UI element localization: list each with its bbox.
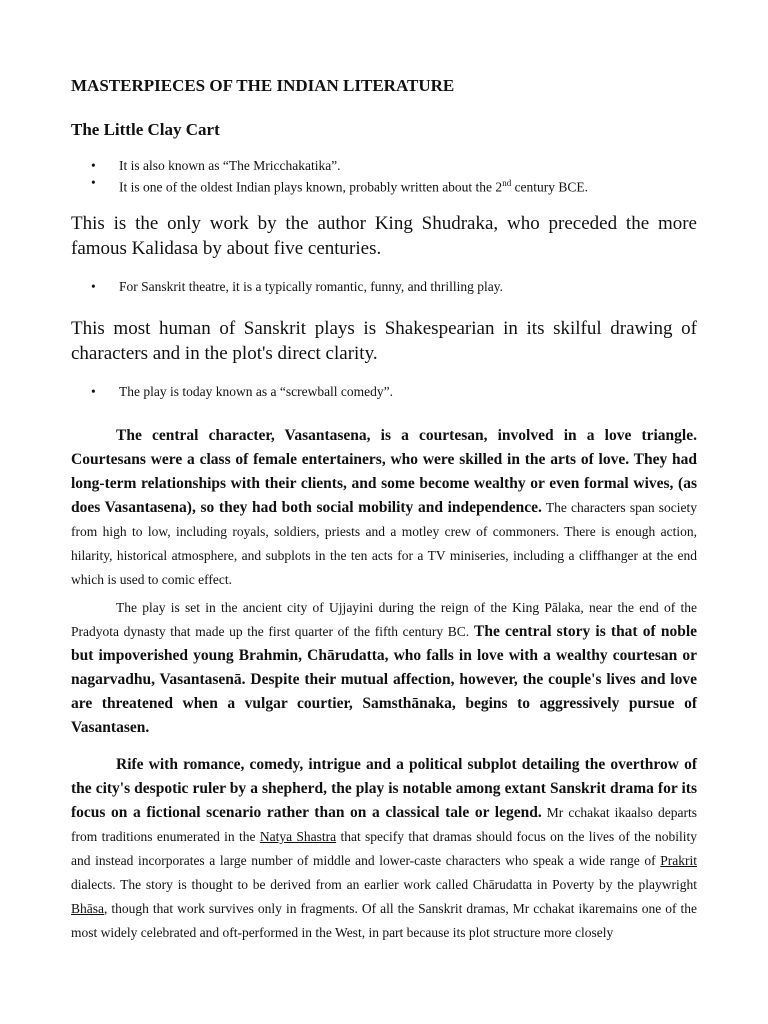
- bullet-icon: •: [91, 384, 96, 399]
- bullet-list-1: [71, 158, 697, 196]
- large-paragraph-2: This most human of Sanskrit plays is Shakespearian in its skilful drawing of characters and in the plot's direct clarity.: [71, 318, 697, 364]
- large-paragraph-1: This is the only work by the author King Shudraka, who preceded the more famous Kalidasa by about five centuries.: [71, 213, 697, 259]
- list-item: [71, 158, 697, 175]
- paragraph-1: [71, 424, 697, 592]
- link-bhasa[interactable]: Bhāsa: [71, 901, 104, 916]
- list-item-text: The play is today known as a “screwball comedy”.: [119, 384, 394, 399]
- paragraph-3: [71, 753, 697, 945]
- bullet-icon: •: [91, 158, 96, 173]
- superscript: nd: [502, 177, 512, 188]
- list-item: [71, 279, 697, 296]
- bullet-icon: •: [91, 174, 96, 190]
- section-heading: The Little Clay Cart: [71, 120, 220, 139]
- bullet-list-2: [71, 279, 697, 296]
- bold-text: The central character, Vasantasena, is a courtesan, involved in a love triangle. Courtesans were a class of female entertainers, who were skilled in the arts of love. They had long-term relationships with their clients, and some become wealthy or even formal wives, (as does Vasantasena), so they had both social mobility and independence.: [71, 427, 697, 516]
- body-text: The play is set in the ancient city of Ujjayini during the reign of the King Pālaka, near the end of the Pradyota dynasty that made up the first quarter of the fifth century BC.: [71, 600, 697, 639]
- list-item-text: It is also known as “The Mricchakatika”.: [119, 158, 341, 173]
- body-text: Mr cchakat ikaalso departs from traditions enumerated in the: [71, 805, 697, 844]
- paragraph-2: [71, 596, 697, 740]
- body-text: that specify that dramas should focus on the lives of the nobility and instead incorporates a large number of middle and lower-caste characters who speak a wide range of: [71, 829, 697, 868]
- body-text: dialects. The story is thought to be derived from an earlier work called Chārudatta in Poverty by the playwright: [71, 877, 697, 892]
- document-title: MASTERPIECES OF THE INDIAN LITERATURE: [71, 76, 455, 95]
- list-item-text: It is one of the oldest Indian plays known, probably written about the 2: [119, 179, 503, 194]
- link-prakrit[interactable]: Prakrit: [660, 853, 697, 868]
- bold-text: Rife with romance, comedy, intrigue and a political subplot detailing the overthrow of the city's despotic ruler by a shepherd, the play is notable among extant Sanskrit drama for its focus on a fictional scenario rather than on a classical tale or legend.: [71, 756, 697, 821]
- bullet-icon: •: [91, 279, 96, 294]
- link-natya-shastra[interactable]: Natya Shastra: [259, 829, 337, 844]
- list-item-text: century BCE.: [511, 179, 589, 194]
- list-item-text: For Sanskrit theatre, it is a typically romantic, funny, and thrilling play.: [119, 279, 504, 294]
- list-item: [71, 384, 697, 401]
- bullet-list-3: [71, 384, 697, 401]
- body-text: , though that work survives only in fragments. Of all the Sanskrit dramas, Mr cchakat ikaremains one of the most widely celebrated and oft-performed in the West, in part because its plot structure more closely: [71, 901, 697, 940]
- body-text: The characters span society from high to low, including royals, soldiers, priests and a motley crew of commoners. There is enough action, hilarity, historical atmosphere, and subplots in the ten acts for a TV miniseries, including a cliffhanger at the end which is used to comic effect.: [71, 500, 697, 587]
- list-item: [71, 175, 697, 196]
- bold-text: The central story is that of noble but impoverished young Brahmin, Chārudatta, who falls in love with a wealthy courtesan or nagarvadhu, Vasantasenā. Despite their mutual affection, however, the couple's lives and love are threatened when a vulgar courtier, Samsthānaka, begins to aggressively pursue of Vasantasen.: [71, 623, 698, 736]
